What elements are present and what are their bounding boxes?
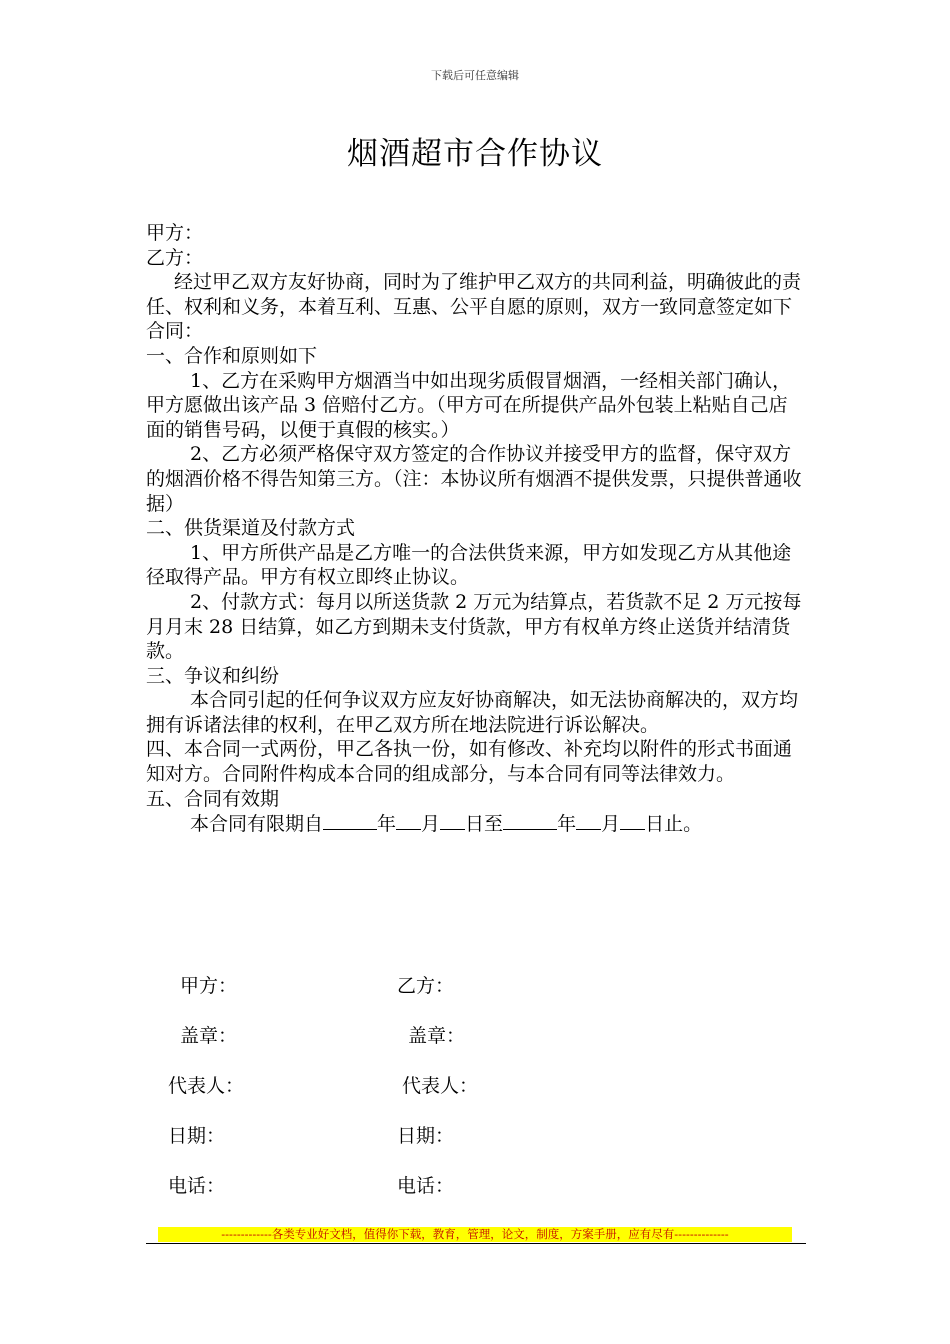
footer-divider xyxy=(146,1243,806,1244)
signature-phone-b: 电话： xyxy=(397,1175,455,1197)
party-b-line: 乙方： xyxy=(146,246,204,269)
start-day-blank[interactable] xyxy=(440,811,465,830)
party-a-line: 甲方： xyxy=(146,222,204,244)
section-1-heading: 一、合作和原则如下 xyxy=(146,344,318,367)
section-1-item-2: 2、乙方必须严格保守双方签定的合作协议并接受甲方的监督，保守双方的烟酒价格不得告知第三方。（注：本协议所有烟酒不提供发票，只提供普通收据） xyxy=(146,443,802,515)
end-day-blank[interactable] xyxy=(620,811,645,830)
signature-seal-a: 盖章： xyxy=(180,1025,238,1047)
year-label: 年 xyxy=(377,813,397,836)
section-3-heading: 三、争议和纠纷 xyxy=(146,664,280,687)
day-to-label: 日至 xyxy=(465,813,504,836)
section-5-heading: 五、合同有效期 xyxy=(146,787,280,810)
section-4-paragraph: 四、本合同一式两份，甲乙各执一份，如有修改、补充均以附件的形式书面通知对方。合同附件构成本合同的组成部分，与本合同有同等法律效力。 xyxy=(146,738,793,786)
month-label: 月 xyxy=(421,813,441,836)
footer-banner: -------------各类专业好文档，值得你下载，教育，管理，论文，制度，方案手册，应有尽有-------------- xyxy=(158,1227,792,1242)
signature-rep-b: 代表人： xyxy=(402,1075,479,1097)
validity-prefix: 本合同有限期自 xyxy=(190,813,324,836)
signature-party-b: 乙方： xyxy=(397,975,455,997)
end-label: 日止。 xyxy=(645,813,703,836)
month-label-2: 月 xyxy=(601,813,621,836)
section-2-item-2: 2、付款方式：每月以所送货款 2 万元为结算点，若货款不足 2 万元按每月月末 28 日结算，如乙方到期未支付货款，甲方有权单方终止送货并结清货款。 xyxy=(146,590,802,663)
document-title: 烟酒超市合作协议 xyxy=(347,136,603,172)
signature-party-a: 甲方： xyxy=(180,975,238,997)
start-year-blank[interactable] xyxy=(323,811,377,830)
signature-phone-a: 电话： xyxy=(168,1175,226,1197)
start-month-blank[interactable] xyxy=(396,811,421,830)
section-1-item-1: 1、乙方在采购甲方烟酒当中如出现劣质假冒烟酒，一经相关部门确认，甲方愿做出该产品 3 倍赔付乙方。（甲方可在所提供产品外包装上粘贴自己店面的销售号码，以便于真假的核实。） xyxy=(146,369,792,441)
section-2-item-1: 1、甲方所供产品是乙方唯一的合法供货来源，甲方如发现乙方从其他途径取得产品。甲方有权立即终止协议。 xyxy=(146,541,792,589)
year-label-2: 年 xyxy=(557,813,577,836)
section-2-heading: 二、供货渠道及付款方式 xyxy=(146,517,356,540)
header-note: 下载后可任意编辑 xyxy=(431,69,519,82)
contract-body xyxy=(146,221,806,837)
end-year-blank[interactable] xyxy=(503,811,557,830)
signature-rep-a: 代表人： xyxy=(168,1075,245,1097)
signature-date-a: 日期： xyxy=(168,1125,226,1147)
intro-paragraph: 经过甲乙双方友好协商，同时为了维护甲乙双方的共同利益，明确彼此的责任、权利和义务，本着互利、互惠、公平自愿的原则，双方一致同意签定如下合同： xyxy=(146,271,802,343)
section-3-body: 本合同引起的任何争议双方应友好协商解决，如无法协商解决的，双方均拥有诉诸法律的权利，在甲乙双方所在地法院进行诉讼解决。 xyxy=(146,689,799,736)
validity-line xyxy=(146,811,806,837)
end-month-blank[interactable] xyxy=(576,811,601,830)
signature-date-b: 日期： xyxy=(397,1125,455,1147)
signature-seal-b: 盖章： xyxy=(408,1025,466,1047)
